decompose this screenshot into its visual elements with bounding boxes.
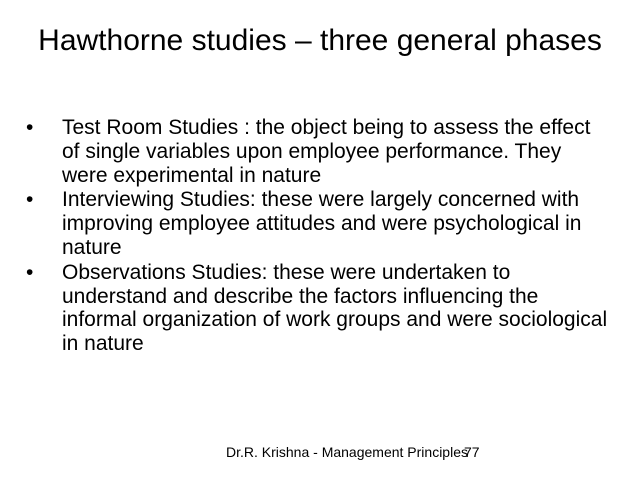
bullet-text: Observations Studies: these were undertaken to understand and describe the factors influencing the informal organization of work groups and were sociological in nature bbox=[62, 260, 608, 356]
bullet-text: Test Room Studies : the object being to assess the effect of single variables upon employee performance. They were experimental in nature bbox=[62, 116, 591, 187]
page-number: 77 bbox=[464, 444, 480, 460]
bullet-list bbox=[0, 116, 638, 357]
bullet-text: Interviewing Studies: these were largely concerned with improving employee attitudes and were psychological in nature bbox=[62, 188, 582, 259]
slide-footer bbox=[0, 440, 638, 464]
bullet-item bbox=[0, 261, 638, 356]
bullet-item bbox=[0, 116, 638, 187]
bullet-item bbox=[0, 188, 638, 259]
footer-author-text: Dr.R. Krishna - Management Principles bbox=[226, 444, 468, 460]
bullet-icon: • bbox=[26, 116, 34, 139]
slide-title: Hawthorne studies – three general phases bbox=[38, 24, 602, 57]
bullet-icon: • bbox=[26, 260, 34, 284]
bullet-icon: • bbox=[26, 188, 34, 212]
